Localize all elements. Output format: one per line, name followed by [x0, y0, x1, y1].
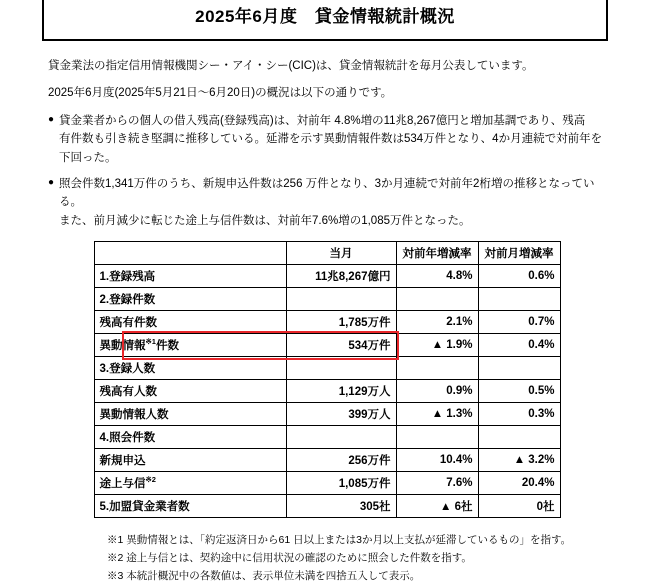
row-mom: 0.7% [478, 311, 560, 334]
row-mom: ▲ 3.2% [478, 449, 560, 472]
page-title: 2025年6月度 貸金情報統計概況 [195, 7, 455, 26]
bullet-marker-icon: ● [48, 113, 55, 125]
row-label: 新規申込 [94, 449, 286, 472]
row-label: 5.加盟貸金業者数 [94, 495, 286, 518]
document-body [0, 58, 650, 586]
row-yoy: 10.4% [396, 449, 478, 472]
bullet-item [48, 175, 606, 231]
row-value [286, 426, 396, 449]
row-label: 1.登録残高 [94, 265, 286, 288]
row-label: 4.照会件数 [94, 426, 286, 449]
bullet-line: 照会件数1,341万件のうち、新規申込件数は256 万件となり、3か月連続で対前年2桁増の推移となっている。 [59, 177, 595, 209]
row-value: 534万件 [286, 334, 396, 357]
row-mom: 0.5% [478, 380, 560, 403]
row-mom: 20.4% [478, 472, 560, 495]
footnotes [67, 532, 587, 586]
bullet-line: 下回った。 [59, 151, 117, 164]
row-value: 256万件 [286, 449, 396, 472]
row-label: 異動情報人数 [94, 403, 286, 426]
footnote-2: ※2 途上与信とは、契約途中に信用状況の確認のために照会した件数を指す。 [107, 552, 472, 565]
row-yoy: ▲ 6社 [396, 495, 478, 518]
row-label-footnote-ref: ※1 [145, 337, 156, 347]
row-mom [478, 288, 560, 311]
row-yoy: ▲ 1.3% [396, 403, 478, 426]
table-row [94, 495, 560, 518]
bullet-body [59, 175, 606, 231]
intro-paragraphs [48, 58, 606, 103]
row-mom: 0社 [478, 495, 560, 518]
row-yoy: 7.6% [396, 472, 478, 495]
bullet-line: また、前月減少に転じた途上与信件数は、対前年7.6%増の1,085万件となった。 [59, 214, 471, 227]
bullet-line: 有件数も引き続き堅調に推移している。延滞を示す異動情報件数は534万件となり、4か月連続で対前年を [59, 133, 603, 146]
row-label [94, 334, 286, 357]
bullet-line: 貸金業者からの個人の借入残高(登録残高)は、対前年 4.8%増の11兆8,267億円と増加基調であり、残高 [59, 114, 586, 127]
row-value: 1,085万件 [286, 472, 396, 495]
table-row [94, 265, 560, 288]
row-yoy: 4.8% [396, 265, 478, 288]
row-value: 305社 [286, 495, 396, 518]
table-row [94, 380, 560, 403]
row-mom: 0.6% [478, 265, 560, 288]
row-mom: 0.3% [478, 403, 560, 426]
col-header-current-month: 当月 [286, 242, 396, 265]
row-label-footnote-ref: ※2 [145, 475, 156, 485]
bullet-item [48, 112, 606, 168]
row-label-text: 異動情報 [99, 340, 146, 353]
row-yoy: 2.1% [396, 311, 478, 334]
intro-line-2: 2025年6月度(2025年5月21日～6月20日)の概況は以下の通りです。 [48, 86, 393, 99]
row-label-text-tail: 件数 [155, 340, 179, 353]
row-label [94, 472, 286, 495]
row-yoy [396, 357, 478, 380]
row-label: 3.登録人数 [94, 357, 286, 380]
table-row [94, 288, 560, 311]
table-row [94, 403, 560, 426]
row-yoy [396, 288, 478, 311]
row-mom [478, 357, 560, 380]
summary-bullets [48, 112, 606, 231]
col-header-item [94, 242, 286, 265]
col-header-yoy: 対前年増減率 [396, 242, 478, 265]
statistics-table [94, 241, 561, 518]
row-value: 1,785万件 [286, 311, 396, 334]
row-label: 残高有人数 [94, 380, 286, 403]
row-yoy: 0.9% [396, 380, 478, 403]
footnote-1: ※1 異動情報とは、「約定返済日から61 日以上または3か月以上支払が延滞しているもの」を指す。 [107, 534, 572, 547]
table-row-highlighted [94, 334, 560, 357]
intro-line-1: 貸金業法の指定信用情報機関シー・アイ・シー(CIC)は、貸金情報統計を毎月公表しています。 [48, 60, 534, 73]
table-row [94, 357, 560, 380]
bullet-body [59, 112, 606, 168]
footnote-3: ※3 本統計概況中の各数値は、表示単位未満を四捨五入して表示。 [107, 570, 421, 583]
row-value: 11兆8,267億円 [286, 265, 396, 288]
table-header-row [94, 242, 560, 265]
row-yoy [396, 426, 478, 449]
table-row [94, 449, 560, 472]
table-row [94, 311, 560, 334]
row-yoy: ▲ 1.9% [396, 334, 478, 357]
row-value: 399万人 [286, 403, 396, 426]
table-row [94, 472, 560, 495]
row-label: 2.登録件数 [94, 288, 286, 311]
col-header-mom: 対前月増減率 [478, 242, 560, 265]
row-label: 残高有件数 [94, 311, 286, 334]
row-value: 1,129万人 [286, 380, 396, 403]
row-value [286, 288, 396, 311]
bullet-marker-icon: ● [48, 176, 55, 188]
row-mom [478, 426, 560, 449]
row-value [286, 357, 396, 380]
statistics-table-wrapper [48, 241, 606, 518]
table-row [94, 426, 560, 449]
document-title-band [42, 0, 608, 41]
row-label-text: 途上与信 [99, 478, 146, 491]
row-mom: 0.4% [478, 334, 560, 357]
